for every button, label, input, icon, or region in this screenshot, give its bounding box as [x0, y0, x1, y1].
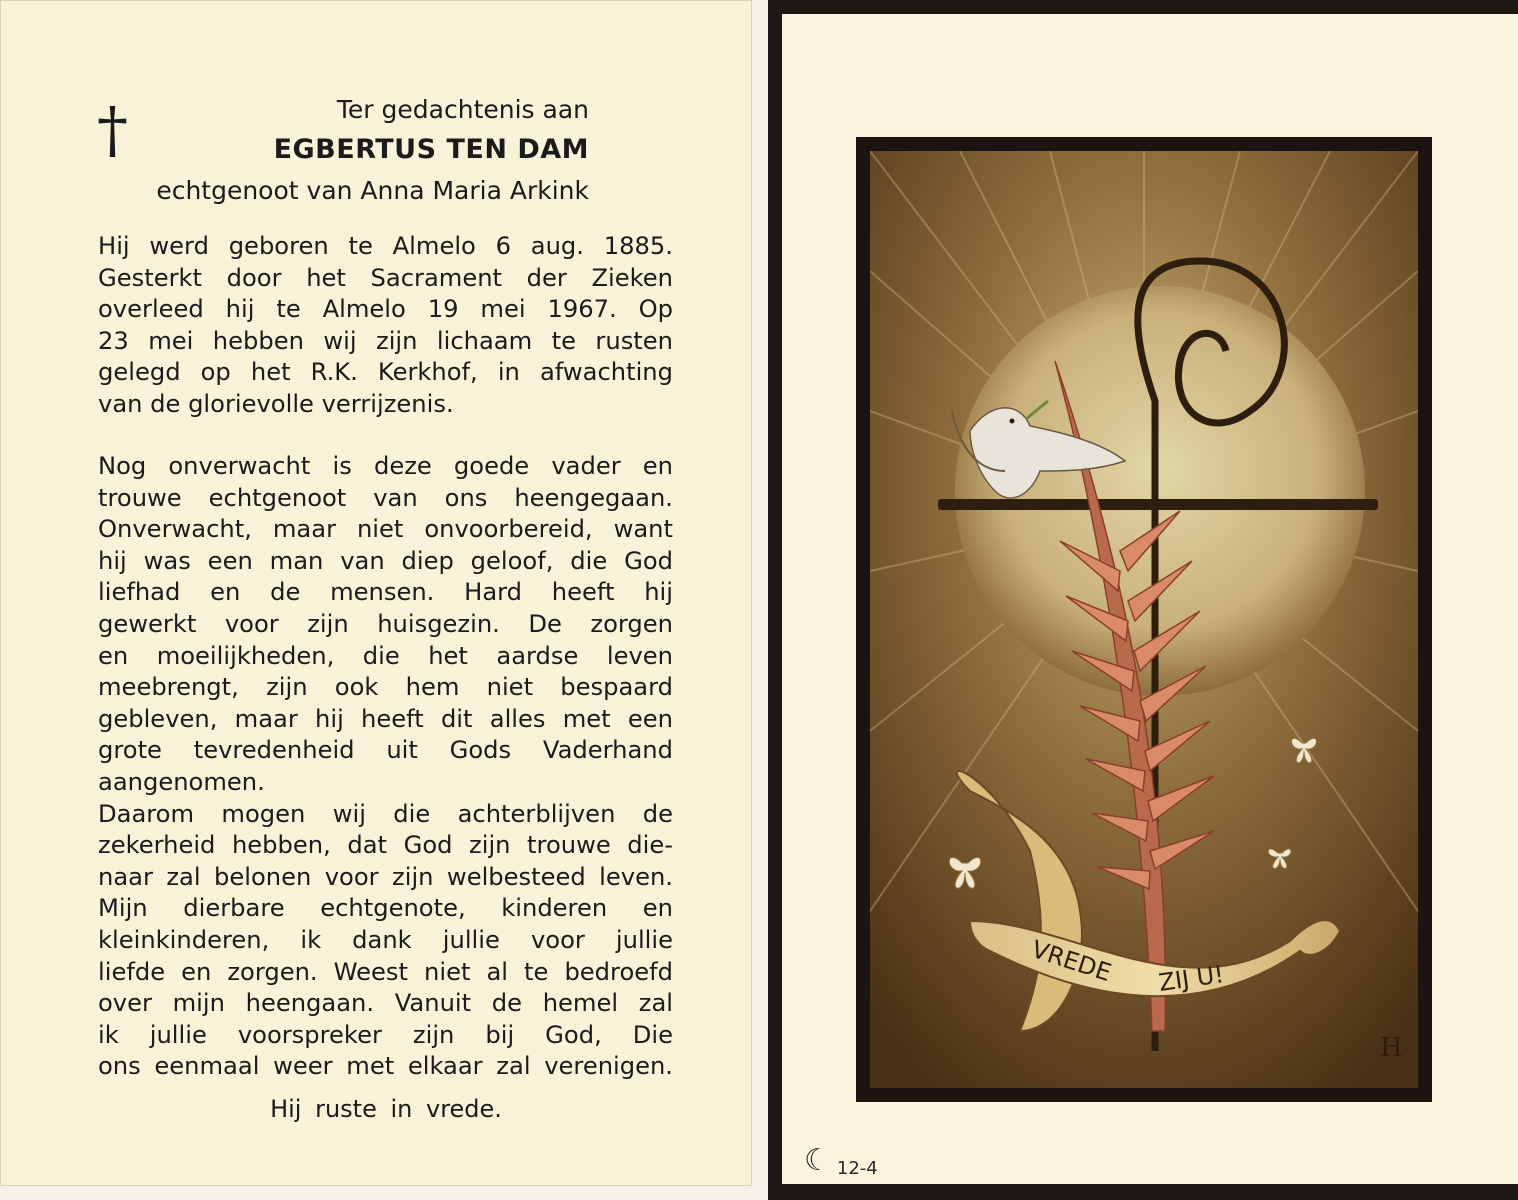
devotional-illustration	[870, 151, 1418, 1088]
text-line: gebleven, maar hij heeft dit alles met een	[98, 704, 673, 733]
text-line: ons eenmaal weer met elkaar zal verenigen.	[98, 1052, 673, 1081]
cross-bar	[938, 499, 1378, 510]
text-line: kleinkinderen, ik dank jullie voor jullie	[98, 925, 673, 954]
text-line: 23 mei hebben wij zijn lichaam te rusten	[98, 326, 673, 355]
text-line: Daarom mogen wij die achterblijven de	[98, 799, 673, 828]
text-line: liefde en zorgen. Weest niet al te bedroefd	[98, 957, 673, 986]
cross-icon: †	[97, 93, 128, 166]
text-line: Hij werd geboren te Almelo 6 aug. 1885.	[98, 232, 673, 260]
memorial-card-image-side	[768, 0, 1518, 1200]
deceased-name: EGBERTUS TEN DAM	[273, 134, 589, 165]
closing-line: Hij ruste in vrede.	[270, 1095, 502, 1123]
text-line: gelegd op het R.K. Kerkhof, in afwachting	[98, 358, 673, 387]
text-line: naar zal belonen voor zijn welbesteed leven.	[98, 862, 673, 891]
text-line: hij was een man van diep geloof, die God	[98, 546, 673, 575]
banner-text-zij-u: ZIJ U!	[1156, 960, 1226, 997]
publisher-code: 12-4	[836, 1158, 878, 1179]
text-line: Mijn dierbare echtgenote, kinderen en	[98, 894, 673, 923]
devotional-picture-frame	[856, 137, 1432, 1102]
memorial-card-text-side	[0, 0, 752, 1186]
text-line: liefhad en de mensen. Hard heeft hij	[98, 578, 673, 607]
publisher-logo-icon: ☾	[804, 1142, 831, 1178]
text-line: trouwe echtgenoot van ons heengegaan.	[98, 483, 673, 512]
publisher-mark	[804, 1142, 878, 1179]
remembrance-paragraph	[98, 451, 673, 1083]
relation-line: echtgenoot van Anna Maria Arkink	[156, 176, 589, 205]
text-line: ik jullie voorspreker zijn bij God, Die	[98, 1020, 673, 1049]
text-line: Gesterkt door het Sacrament der Zieken	[98, 263, 673, 292]
text-line: grote tevredenheid uit Gods Vaderhand	[98, 736, 673, 765]
memorial-intro: Ter gedachtenis aan	[336, 95, 589, 124]
card-paper	[782, 14, 1518, 1184]
text-line: aangenomen.	[98, 767, 265, 796]
text-line: gewerkt voor zijn huisgezin. De zorgen	[98, 609, 673, 638]
biography-paragraph	[98, 231, 673, 421]
text-line: over mijn heengaan. Vanuit de hemel zal	[98, 989, 673, 1018]
text-line: van de glorievolle verrijzenis.	[98, 389, 454, 418]
text-line: en moeilijkheden, die het aardse leven	[98, 641, 673, 670]
text-line: Nog onverwacht is deze goede vader en	[98, 452, 673, 480]
text-line: zekerheid hebben, dat God zijn trouwe die-	[98, 831, 673, 860]
banner-text-vrede: VREDE	[1028, 935, 1115, 988]
text-line: Onverwacht, maar niet onvoorbereid, want	[98, 515, 673, 544]
text-line: overleed hij te Almelo 19 mei 1967. Op	[98, 295, 673, 324]
artist-monogram: H	[1380, 1033, 1403, 1063]
text-line: meebrengt, zijn ook hem niet bespaard	[98, 673, 673, 702]
